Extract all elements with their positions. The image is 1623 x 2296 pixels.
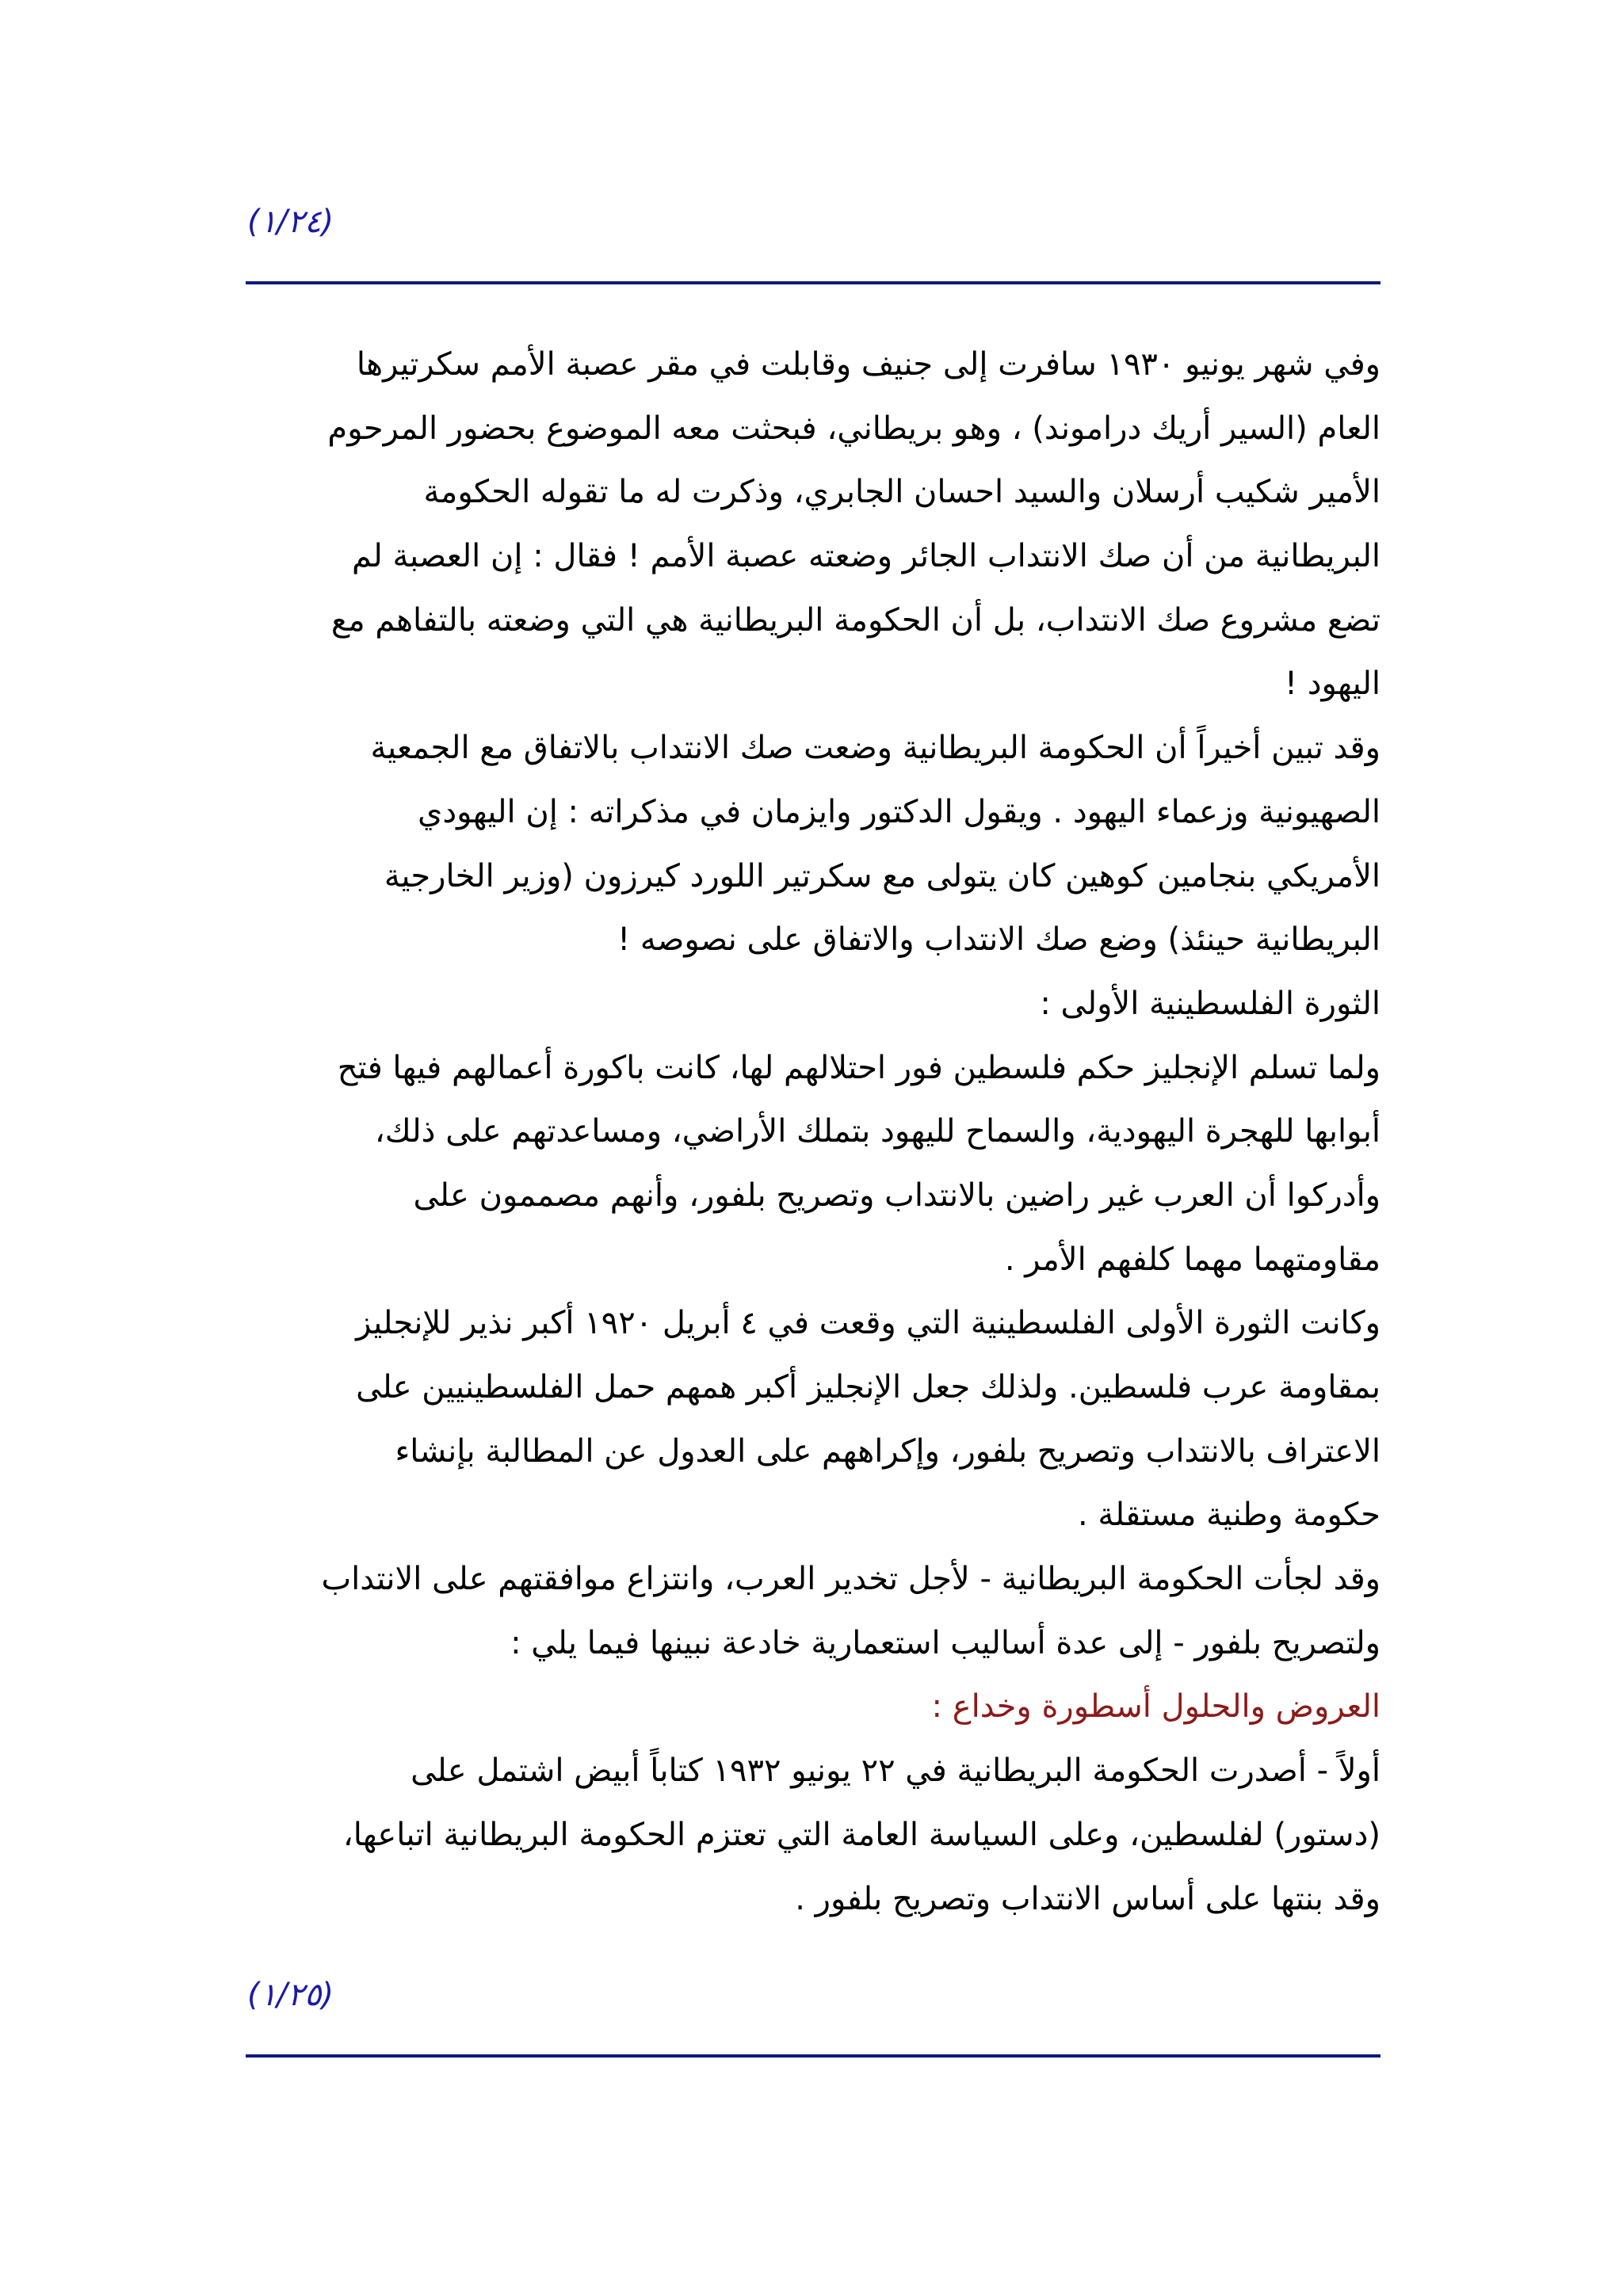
text-line: أبوابها للهجرة اليهودية، والسماح لليهود بتملك الأراضي، ومساعدتهم على ذلك، bbox=[374, 1113, 1381, 1150]
text-line: وأدركوا أن العرب غير راضين بالانتداب وتصريح بلفور، وأنهم مصممون على bbox=[413, 1177, 1381, 1214]
text-line: وفي شهر يونيو ١٩٣٠ سافرت إلى جنيف وقابلت في مقر عصبة الأمم سكرتيرها bbox=[356, 346, 1381, 383]
divider-top bbox=[246, 281, 1381, 284]
text-line: بمقاومة عرب فلسطين. ولذلك جعل الإنجليز أكبر همهم حمل الفلسطينيين على bbox=[356, 1369, 1381, 1405]
text-line: أولاً - أصدرت الحكومة البريطانية في ٢٢ يونيو ١٩٣٢ كتاباً أبيض اشتمل على bbox=[411, 1753, 1381, 1790]
text-line: البريطانية حينئذ) وضع صك الانتداب والاتفاق على نصوصه ! bbox=[617, 921, 1381, 959]
divider-bottom bbox=[246, 2054, 1381, 2058]
text-line: العام (السير أريك دراموند) ، وهو بريطاني، فبحثت معه الموضوع بحضور المرحوم bbox=[327, 410, 1381, 447]
text-line: ولما تسلم الإنجليز حكم فلسطين فور احتلالهم لها، كانت باكورة أعمالهم فيها فتح bbox=[337, 1049, 1381, 1086]
text-line: اليهود ! bbox=[1284, 666, 1381, 703]
text-line: تضع مشروع صك الانتداب، بل أن الحكومة البريطانية هي التي وضعته بالتفاهم مع bbox=[330, 601, 1381, 639]
text-line: مقاومتهما مهما كلفهم الأمر . bbox=[1004, 1241, 1381, 1278]
text-line: (دستور) لفلسطين، وعلى السياسة العامة التي تعتزم الحكومة البريطانية اتباعها، bbox=[342, 1816, 1381, 1853]
text-line: وقد لجأت الحكومة البريطانية - لأجل تخدير العرب، وانتزاع موافقتهم على الانتداب bbox=[321, 1561, 1381, 1598]
text-line: الأمير شكيب أرسلان والسيد احسان الجابري، وذكرت له ما تقوله الحكومة bbox=[423, 474, 1381, 511]
section-subtitle: الثورة الفلسطينية الأولى : bbox=[1040, 985, 1381, 1022]
text-line: الأمريكي بنجامين كوهين كان يتولى مع سكرتير اللورد كيرزون (وزير الخارجية bbox=[384, 857, 1381, 894]
text-line: وقد تبين أخيراً أن الحكومة البريطانية وضعت صك الانتداب بالاتفاق مع الجمعية bbox=[370, 730, 1381, 767]
page-reference-top: (١/٢٤) bbox=[247, 204, 334, 240]
section-heading: العروض والحلول أسطورة وخداع : bbox=[931, 1688, 1381, 1726]
text-line: وكانت الثورة الأولى الفلسطينية التي وقعت في ٤ أبريل ١٩٢٠ أكبر نذير للإنجليز bbox=[356, 1305, 1381, 1342]
text-line: الصهيونية وزعماء اليهود . ويقول الدكتور وايزمان في مذكراته : إن اليهودي bbox=[418, 793, 1381, 830]
text-line: ولتصريح بلفور - إلى عدة أساليب استعمارية خادعة نبينها فيما يلي : bbox=[510, 1624, 1381, 1661]
text-line: وقد بنتها على أساس الانتداب وتصريح بلفور . bbox=[795, 1880, 1381, 1917]
text-line: حكومة وطنية مستقلة . bbox=[1077, 1497, 1381, 1534]
text-line: البريطانية من أن صك الانتداب الجائر وضعته عصبة الأمم ! فقال : إن العصبة لم bbox=[351, 538, 1381, 575]
page-reference-bottom: (١/٢٥) bbox=[247, 1977, 334, 2013]
text-line: الاعتراف بالانتداب وتصريح بلفور، وإكراههم على العدول عن المطالبة بإنشاء bbox=[395, 1432, 1381, 1470]
body-text bbox=[252, 333, 1381, 1931]
